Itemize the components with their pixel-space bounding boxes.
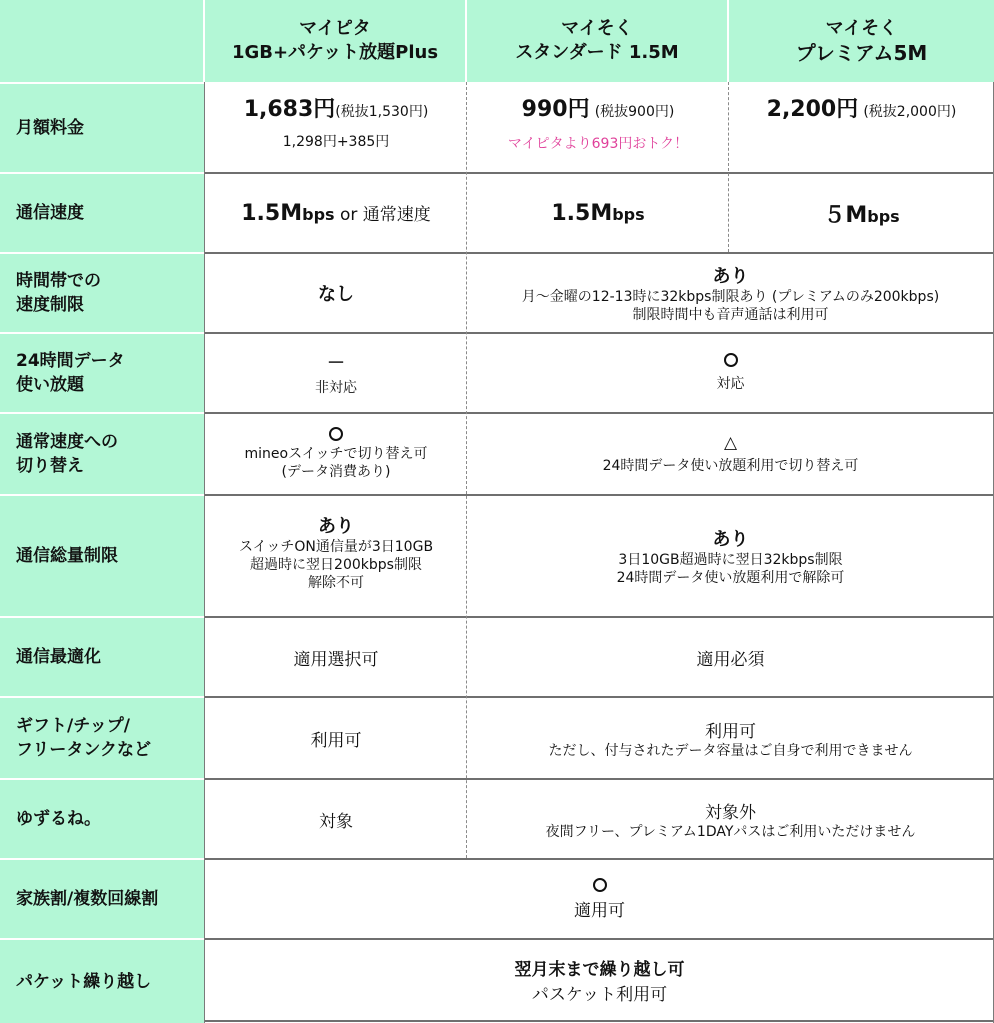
yuzurune-mysoku-line2: 夜間フリー、プレミアム1DAYパスはご利用いただけません xyxy=(545,823,916,840)
price-standard xyxy=(467,84,729,172)
label-carryover xyxy=(0,940,205,1023)
price-standard-tax: (税抜900円) xyxy=(594,104,675,120)
price-mypita-tax: (税抜1,530円) xyxy=(335,104,429,120)
total-limit-mysoku-line1: 3日10GB超過時に翌日32kbps制限 xyxy=(618,552,843,568)
time-limit-mysoku-line2: 制限時間中も音声通話は利用可 xyxy=(632,307,829,323)
header-premium-line1: マイそく xyxy=(825,18,898,39)
optimize-mysoku-text: 適用必須 xyxy=(696,649,765,670)
yuzurune-mysoku xyxy=(467,780,994,858)
label-price-text: 月額料金 xyxy=(16,118,84,138)
optimize-mysoku xyxy=(467,618,994,696)
time-limit-mypita xyxy=(205,254,467,332)
family-all-text: 適用可 xyxy=(574,900,625,921)
header-standard-line1: マイそく xyxy=(561,18,633,39)
switch-mypita xyxy=(205,414,467,494)
speed-mypita-unit: bps xyxy=(302,205,335,224)
price-premium-tax: (税抜2,000円) xyxy=(863,104,957,120)
dash-mark: － xyxy=(327,353,345,374)
speed-premium-unit: bps xyxy=(867,206,900,226)
total-limit-mypita xyxy=(205,496,467,616)
time-limit-mysoku-title: あり xyxy=(712,266,749,287)
unlimited24-mypita xyxy=(205,334,467,412)
label-gift xyxy=(0,698,205,778)
label-speed-text: 通信速度 xyxy=(16,203,84,223)
yuzurune-mypita-text: 対象 xyxy=(319,811,353,832)
price-standard-main: 990円 xyxy=(521,97,590,122)
label-gift-line2: フリータンクなど xyxy=(16,740,151,760)
header-corner xyxy=(0,0,205,82)
speed-premium-value: ５M xyxy=(823,202,868,228)
unlimited24-mypita-text: 非対応 xyxy=(315,380,357,396)
total-limit-mypita-line2: 超過時に翌日200kbps制限 xyxy=(250,557,422,573)
label-yuzurune-text: ゆずるね。 xyxy=(16,809,101,829)
price-mypita xyxy=(205,84,467,172)
header-mysoku-premium xyxy=(729,0,994,82)
gift-mysoku xyxy=(467,698,994,778)
header-premium-line2: プレミアム5M xyxy=(795,41,928,65)
label-carryover-text: パケット繰り越し xyxy=(16,971,152,992)
header-mypita-line1: マイピタ xyxy=(299,18,371,39)
speed-standard xyxy=(467,174,729,252)
price-premium-main: 2,200円 xyxy=(766,97,859,122)
total-limit-mysoku xyxy=(467,496,994,616)
label-family xyxy=(0,860,205,938)
yuzurune-mysoku-line1: 対象外 xyxy=(705,802,756,823)
gift-mysoku-line2: ただし、付与されたデータ容量はご自身で利用できません xyxy=(548,742,913,759)
row-divider xyxy=(205,1020,994,1022)
yuzurune-mypita xyxy=(205,780,467,858)
label-yuzurune xyxy=(0,780,205,858)
triangle-mark-icon: △ xyxy=(723,433,738,453)
label-optimize xyxy=(0,618,205,696)
total-limit-mypita-title: あり xyxy=(318,516,354,537)
total-limit-mysoku-title: あり xyxy=(712,529,749,550)
label-unlimited24-line1: 24時間データ xyxy=(16,351,125,371)
switch-mypita-line1: mineoスイッチで切り替え可 xyxy=(244,446,428,462)
label-total-limit-text: 通信総量制限 xyxy=(16,546,118,566)
unlimited24-mysoku xyxy=(467,334,994,412)
label-speed xyxy=(0,174,205,252)
label-family-text: 家族割/複数回線割 xyxy=(16,889,159,909)
switch-mypita-line2: (データ消費あり) xyxy=(281,464,391,480)
speed-mypita-value: 1.5M xyxy=(241,201,303,226)
circle-mark-icon xyxy=(724,353,738,367)
header-mysoku-standard xyxy=(467,0,729,82)
gift-mypita-text: 利用可 xyxy=(310,730,362,751)
circle-mark-icon xyxy=(593,878,607,892)
gift-mypita xyxy=(205,698,467,778)
label-switch-line1: 通常速度への xyxy=(16,432,118,452)
header-mypita-line2: 1GB+パケット放題Plus xyxy=(231,42,439,63)
label-switch xyxy=(0,414,205,494)
total-limit-mypita-line3: 解除不可 xyxy=(308,575,364,591)
label-switch-line2: 切り替え xyxy=(16,456,84,476)
label-unlimited24-line2: 使い放題 xyxy=(16,375,84,395)
label-price xyxy=(0,84,205,172)
header-standard-line2: スタンダード 1.5M xyxy=(515,42,679,63)
time-limit-mysoku-line1: 月～金曜の12-13時に32kbps制限あり (プレミアムのみ200kbps) xyxy=(521,289,940,305)
carryover-line2: パスケット利用可 xyxy=(531,985,668,1005)
time-limit-mysoku xyxy=(467,254,994,332)
speed-standard-unit: bps xyxy=(612,204,645,224)
unlimited24-mysoku-text: 対応 xyxy=(716,376,745,392)
optimize-mypita xyxy=(205,618,467,696)
label-unlimited24 xyxy=(0,334,205,412)
speed-mypita xyxy=(205,174,467,252)
switch-mysoku xyxy=(467,414,994,494)
price-mypita-breakdown: 1,298円+385円 xyxy=(282,134,390,150)
total-limit-mypita-line1: スイッチON通信量が3日10GB xyxy=(238,539,434,555)
label-time-limit xyxy=(0,254,205,332)
family-all xyxy=(205,860,994,938)
header-mypita xyxy=(205,0,467,82)
total-limit-mysoku-line2: 24時間データ使い放題利用で解除可 xyxy=(616,570,845,586)
price-premium xyxy=(729,84,994,172)
carryover-line1: 翌月末まで繰り越し可 xyxy=(514,960,685,980)
circle-mark-icon xyxy=(329,427,343,441)
gift-mysoku-line1: 利用可 xyxy=(705,721,756,742)
label-gift-line1: ギフト/チップ/ xyxy=(16,716,130,736)
time-limit-mypita-value: なし xyxy=(318,284,354,305)
speed-standard-value: 1.5M xyxy=(551,200,613,226)
label-total-limit xyxy=(0,496,205,616)
speed-mypita-rest: or 通常速度 xyxy=(334,205,431,225)
label-optimize-text: 通信最適化 xyxy=(16,647,101,667)
label-time-limit-line1: 時間帯での xyxy=(16,271,101,291)
carryover-all xyxy=(205,940,994,1020)
speed-premium xyxy=(729,174,994,252)
switch-mysoku-text: 24時間データ使い放題利用で切り替え可 xyxy=(602,458,859,474)
optimize-mypita-text: 適用選択可 xyxy=(293,649,379,670)
price-mypita-main: 1,683円 xyxy=(243,97,336,122)
price-standard-savings-note: マイピタより693円おトク！ xyxy=(507,136,689,152)
label-time-limit-line2: 速度制限 xyxy=(16,295,84,315)
